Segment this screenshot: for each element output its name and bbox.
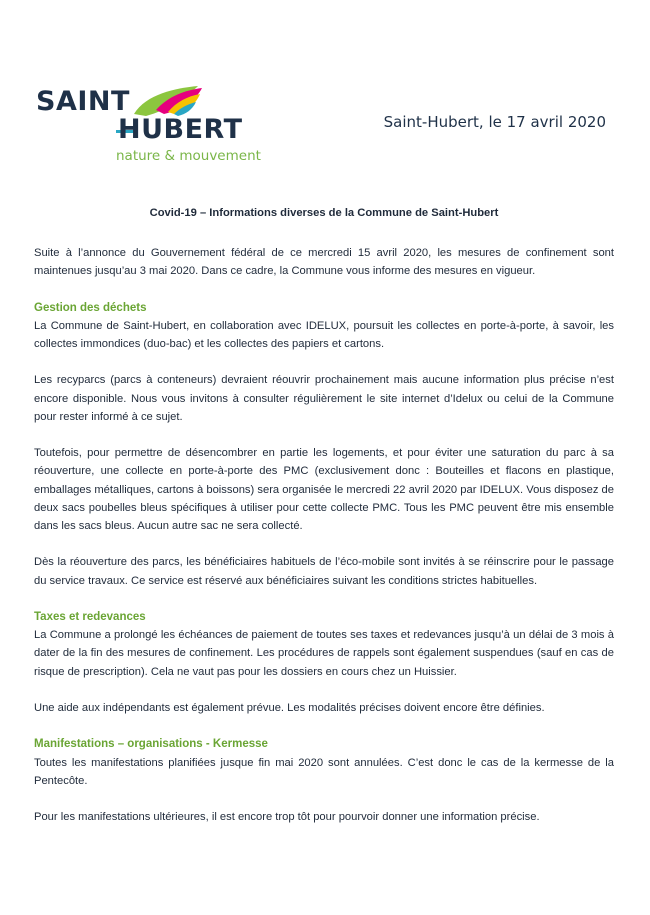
logo-word-hubert: HUBERT (118, 114, 243, 145)
logo-tagline: nature & mouvement (116, 148, 261, 164)
paragraph: La Commune a prolongé les échéances de paiement de toutes ses taxes et redevances jusqu’à un délai de 3 mois à dater de la fin des mesures de confinement. Les procédures de rappels sont également suspendues (sauf en cas de risque de prescription). Cela ne vaut pas pour les dossiers en cours chez un Huissier. (34, 629, 614, 678)
dateline: Saint-Hubert, le 17 avril 2020 (383, 113, 606, 131)
paragraph: Une aide aux indépendants est également prévue. Les modalités précises doivent encore être définies. (34, 701, 545, 714)
document-title: Covid-19 – Informations diverses de la Commune de Saint-Hubert (149, 207, 499, 219)
section-waste (34, 299, 614, 590)
paragraph: Pour les manifestations ultérieures, il est encore trop tôt pour pourvoir donner une information précise. (34, 811, 540, 824)
section-title: Manifestations – organisations - Kermesse (34, 738, 268, 751)
paragraph: Dès la réouverture des parcs, les bénéficiaires habituels de l’éco-mobile sont invités à se réinscrire pour le passage du service travaux. Ce service est réservé aux bénéficiaires suivant les conditions strictes habituelles. (34, 556, 614, 587)
document-body (34, 207, 614, 845)
paragraph: Toutefois, pour permettre de désencombrer en partie les logements, et pour éviter une saturation du parc à sa réouverture, une collecte en porte-à-porte des PMC (exclusivement donc : Bouteilles et flacons en plastique, emballages métalliques, cartons à boissons) sera organisée le mercredi 22 avril 2020 par IDELUX. Vous disposez de deux sacs poubelles bleus spécifiques à utiliser pour cette collecte PMC. Tous les PMC peuvent être mis ensemble dans les sacs bleus. Aucun autre sac ne sera collecté. (34, 447, 614, 532)
intro-paragraph: Suite à l’annonce du Gouvernement fédéral de ce mercredi 15 avril 2020, les mesures de confinement sont maintenues jusqu’au 3 mai 2020. Dans ce cadre, la Commune vous informe des mesures en vigueur. (34, 247, 614, 278)
paragraph: Les recyparcs (parcs à conteneurs) devraient réouvrir prochainement mais aucune information plus précise n’est encore disponible. Nous vous invitons à consulter régulièrement le site internet d’Idelux ou celui de la Commune pour rester informé à ce sujet. (34, 374, 614, 423)
saint-hubert-logo (36, 86, 266, 166)
section-title: Gestion des déchets (34, 301, 147, 314)
paragraph: Toutes les manifestations planifiées jusque fin mai 2020 sont annulées. C’est donc le cas de la kermesse de la Pentecôte. (34, 756, 614, 787)
section-title: Taxes et redevances (34, 610, 146, 623)
section-events (34, 735, 614, 826)
page-header (0, 0, 650, 180)
logo-word-saint: SAINT (36, 86, 130, 117)
paragraph: La Commune de Saint-Hubert, en collaboration avec IDELUX, poursuit les collectes en porte-à-porte, à savoir, les collectes immondices (duo-bac) et les collectes des papiers et cartons. (34, 319, 614, 350)
section-taxes (34, 608, 614, 717)
